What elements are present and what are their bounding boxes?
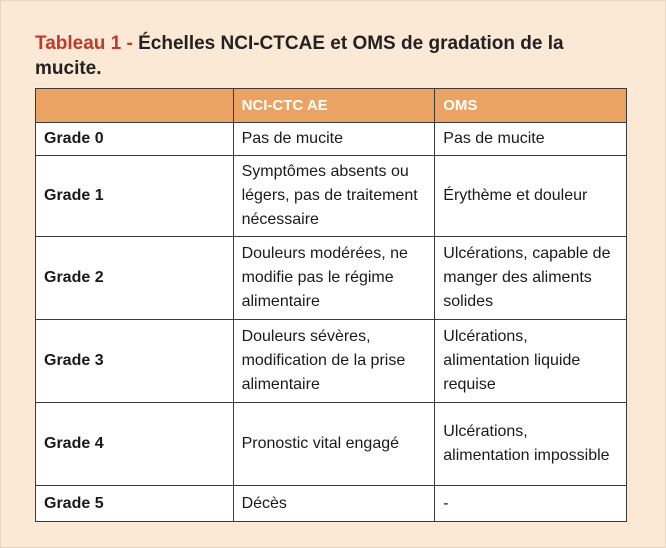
caption-lead: Tableau 1 - [35, 33, 139, 54]
table-row [36, 486, 627, 522]
oms-cell: Pas de mucite [435, 123, 627, 156]
table-row [36, 320, 627, 403]
header-row [36, 89, 627, 123]
table-caption [35, 31, 635, 81]
nci-cell: Symptômes absents ou légers, pas de traitement nécessaire [233, 156, 435, 237]
oms-cell: Ulcérations, alimentation liquide requise [435, 320, 627, 403]
table-row [36, 403, 627, 486]
header-cell-oms: OMS [435, 89, 627, 123]
grade-cell: Grade 3 [36, 320, 234, 403]
oms-cell: Érythème et douleur [435, 156, 627, 237]
grade-cell: Grade 0 [36, 123, 234, 156]
nci-cell: Pas de mucite [233, 123, 435, 156]
oms-cell: - [435, 486, 627, 522]
table-row [36, 156, 627, 237]
header-cell-empty [36, 89, 234, 123]
nci-cell: Pronostic vital engagé [233, 403, 435, 486]
nci-cell: Douleurs sévères, modification de la prise alimentaire [233, 320, 435, 403]
oms-cell: Ulcérations, capable de manger des aliments solides [435, 237, 627, 320]
mucositis-grading-table [35, 88, 627, 522]
nci-cell: Décès [233, 486, 435, 522]
grade-cell: Grade 5 [36, 486, 234, 522]
nci-cell: Douleurs modérées, ne modifie pas le régime alimentaire [233, 237, 435, 320]
grade-cell: Grade 4 [36, 403, 234, 486]
table-row [36, 237, 627, 320]
grade-cell: Grade 1 [36, 156, 234, 237]
header-cell-nci: NCI-CTC AE [233, 89, 435, 123]
grade-cell: Grade 2 [36, 237, 234, 320]
oms-cell: Ulcérations, alimentation impossible [435, 403, 627, 486]
table-row [36, 123, 627, 156]
caption-text: Échelles NCI-CTCAE et OMS de gradation de la mucite. [35, 33, 564, 79]
